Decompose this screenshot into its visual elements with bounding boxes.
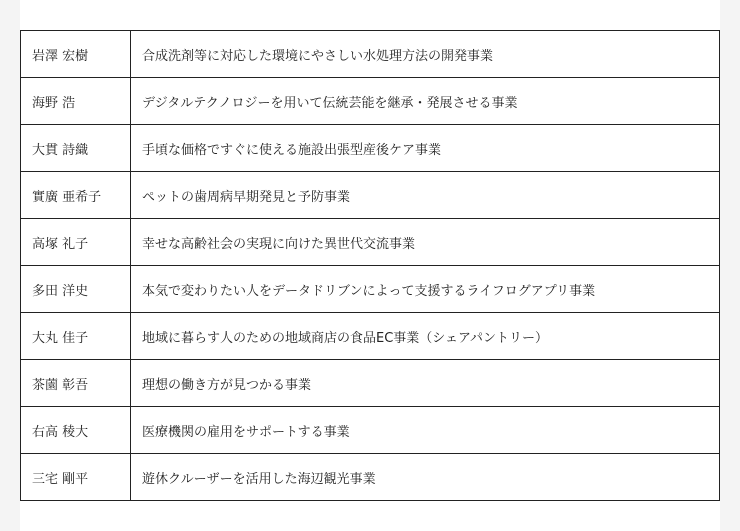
table-row <box>21 125 720 172</box>
name-cell: 三宅 剛平 <box>21 454 131 501</box>
table-row <box>21 454 720 501</box>
name-cell: 實廣 亜希子 <box>21 172 131 219</box>
project-cell: デジタルテクノロジーを用いて伝統芸能を継承・発展させる事業 <box>131 78 720 125</box>
project-cell: 本気で変わりたい人をデータドリブンによって支援するライフログアプリ事業 <box>131 266 720 313</box>
project-cell: 手頃な価格ですぐに使える施設出張型産後ケア事業 <box>131 125 720 172</box>
name-cell: 大丸 佳子 <box>21 313 131 360</box>
table-row <box>21 31 720 78</box>
table-row <box>21 78 720 125</box>
name-cell: 海野 浩 <box>21 78 131 125</box>
table-row <box>21 219 720 266</box>
table-row <box>21 313 720 360</box>
table-row <box>21 407 720 454</box>
name-cell: 大貫 詩織 <box>21 125 131 172</box>
project-cell: 地域に暮らす人のための地域商店の食品EC事業（シェアパントリー） <box>131 313 720 360</box>
name-cell: 多田 洋史 <box>21 266 131 313</box>
project-cell: 幸せな高齢社会の実現に向けた異世代交流事業 <box>131 219 720 266</box>
table-row <box>21 360 720 407</box>
project-cell: 遊休クルーザーを活用した海辺観光事業 <box>131 454 720 501</box>
project-cell: 理想の働き方が見つかる事業 <box>131 360 720 407</box>
project-table <box>20 30 720 501</box>
table-row <box>21 172 720 219</box>
project-cell: 合成洗剤等に対応した環境にやさしい水処理方法の開発事業 <box>131 31 720 78</box>
project-cell: ペットの歯周病早期発見と予防事業 <box>131 172 720 219</box>
name-cell: 茶薗 彰吾 <box>21 360 131 407</box>
table-row <box>21 266 720 313</box>
project-cell: 医療機関の雇用をサポートする事業 <box>131 407 720 454</box>
name-cell: 右高 稜大 <box>21 407 131 454</box>
name-cell: 高塚 礼子 <box>21 219 131 266</box>
name-cell: 岩澤 宏樹 <box>21 31 131 78</box>
